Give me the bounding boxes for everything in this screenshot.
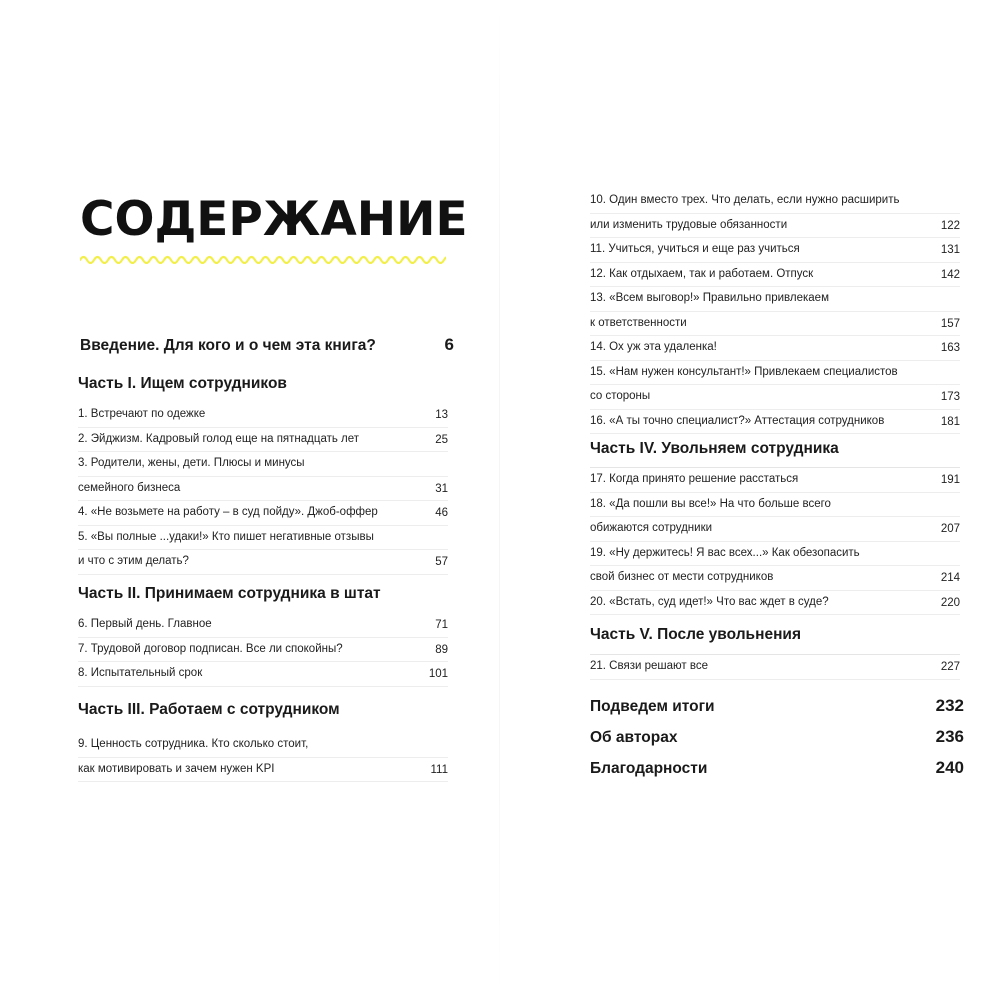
- part-4-title: Часть IV. Увольняем сотрудника: [590, 440, 839, 457]
- toc-entry[interactable]: [590, 189, 960, 238]
- toc-entry-line: 5. «Вы полные ...удаки!» Кто пишет негативные отзывы: [78, 526, 448, 551]
- toc-entry-line: семейного бизнеса: [78, 477, 448, 502]
- toc-entry[interactable]: [590, 410, 960, 435]
- toc-intro[interactable]: [80, 335, 454, 355]
- toc-intro-label: Введение. Для кого и о чем эта книга?: [80, 337, 376, 354]
- toc-entry-page: 122: [940, 219, 960, 232]
- part-3-entries-b: [590, 189, 960, 434]
- toc-entry-page: 163: [940, 342, 960, 354]
- toc-entry[interactable]: [590, 336, 960, 361]
- toc-final-authors[interactable]: [590, 727, 964, 758]
- toc-entry-line: 7. Трудовой договор подписан. Все ли спокойны?: [78, 638, 448, 663]
- toc-entry-line: 9. Ценность сотрудника. Кто сколько стоит,: [78, 733, 448, 758]
- right-page: [500, 0, 1000, 1000]
- toc-entry-line: 17. Когда принято решение расстаться: [590, 468, 960, 493]
- toc-entry[interactable]: [78, 526, 448, 575]
- toc-entry[interactable]: [78, 638, 448, 663]
- toc-final-page: 232: [935, 696, 964, 715]
- toc-entry-page: 181: [940, 415, 960, 428]
- toc-entry-line: 21. Связи решают все: [590, 655, 960, 680]
- toc-entry-line: и что с этим делать?: [78, 550, 448, 575]
- toc-entry-page: 46: [435, 507, 448, 519]
- toc-entry-page: 25: [435, 433, 448, 446]
- toc-final-summary[interactable]: [590, 696, 964, 727]
- toc-entry-page: 71: [435, 619, 448, 631]
- toc-entry[interactable]: [78, 452, 448, 501]
- part-5-entries: [590, 654, 960, 680]
- part-1-title: Часть I. Ищем сотрудников: [78, 375, 287, 392]
- toc-entry[interactable]: [590, 591, 960, 616]
- toc-entry-page: 57: [435, 556, 448, 568]
- toc-intro-page: 6: [444, 335, 454, 354]
- toc-entry-line: 3. Родители, жены, дети. Плюсы и минусы: [78, 452, 448, 477]
- toc-entry[interactable]: [590, 493, 960, 542]
- toc-entry-line: со стороны: [590, 385, 960, 410]
- page-title: СОДЕРЖАНИЕ: [80, 192, 468, 247]
- toc-entry-page: 111: [430, 763, 448, 776]
- toc-entry-line: 12. Как отдыхаем, так и работаем. Отпуск: [590, 263, 960, 288]
- toc-entry-line: к ответственности: [590, 312, 960, 337]
- toc-entry-page: 101: [428, 668, 448, 680]
- toc-entry-page: 173: [940, 391, 960, 403]
- toc-entry-line: 4. «Не возьмете на работу – в суд пойду». Джоб-оффер: [78, 501, 448, 526]
- toc-entry-page: 191: [940, 474, 960, 486]
- toc-final-thanks[interactable]: [590, 758, 964, 789]
- toc-entry-page: 31: [435, 482, 448, 495]
- toc-entry-page: 131: [940, 244, 960, 256]
- part-4-entries: [590, 467, 960, 615]
- toc-entry-line: 10. Один вместо трех. Что делать, если нужно расширить: [590, 189, 960, 214]
- toc-entry[interactable]: [78, 428, 448, 453]
- toc-final-label: Подведем итоги: [590, 698, 715, 715]
- toc-entry-line: 20. «Встать, суд идет!» Что вас ждет в суде?: [590, 591, 960, 616]
- part-2-title: Часть II. Принимаем сотрудника в штат: [78, 585, 381, 602]
- part-1-entries: [78, 403, 448, 575]
- toc-entry-line: 2. Эйджизм. Кадровый голод еще на пятнадцать лет: [78, 428, 448, 453]
- toc-entry-line: свой бизнес от мести сотрудников: [590, 566, 960, 591]
- toc-entry[interactable]: [78, 662, 448, 687]
- toc-entry-page: 13: [435, 409, 448, 421]
- toc-final-label: Благодарности: [590, 760, 708, 777]
- toc-entry-page: 157: [940, 317, 960, 330]
- toc-entry-line: 15. «Нам нужен консультант!» Привлекаем специалистов: [590, 361, 960, 386]
- toc-entry-page: 220: [940, 596, 960, 609]
- toc-entry[interactable]: [590, 655, 960, 680]
- toc-entry-line: 11. Учиться, учиться и еще раз учиться: [590, 238, 960, 263]
- toc-entry-line: 19. «Ну держитесь! Я вас всех...» Как обезопасить: [590, 542, 960, 567]
- toc-entry-line: обижаются сотрудники: [590, 517, 960, 542]
- toc-entry-line: 8. Испытательный срок: [78, 662, 448, 687]
- toc-entry-line: или изменить трудовые обязанности: [590, 214, 960, 239]
- toc-entry-line: 18. «Да пошли вы все!» На что больше всего: [590, 493, 960, 518]
- toc-entry-page: 227: [940, 661, 960, 673]
- toc-entry[interactable]: [590, 263, 960, 288]
- toc-final-page: 236: [935, 727, 964, 746]
- part-3-title: Часть III. Работаем с сотрудником: [78, 701, 340, 718]
- toc-entry-line: 13. «Всем выговор!» Правильно привлекаем: [590, 287, 960, 312]
- toc-entry[interactable]: [590, 542, 960, 591]
- toc-entry[interactable]: [78, 613, 448, 638]
- toc-entry-line: 16. «А ты точно специалист?» Аттестация сотрудников: [590, 410, 960, 435]
- toc-final-page: 240: [935, 758, 964, 777]
- toc-entry[interactable]: [590, 468, 960, 493]
- toc-entry-line: как мотивировать и зачем нужен KPI: [78, 758, 448, 783]
- toc-entry[interactable]: [590, 238, 960, 263]
- toc-entry-page: 142: [940, 268, 960, 281]
- toc-entry-page: 207: [940, 523, 960, 535]
- title-underline-wave: [80, 250, 446, 270]
- toc-entry[interactable]: [78, 403, 448, 428]
- toc-entry[interactable]: [78, 501, 448, 526]
- toc-entry-page: 89: [435, 643, 448, 656]
- toc-entry[interactable]: [590, 287, 960, 336]
- part-3-entries-a: [78, 733, 448, 782]
- toc-entry[interactable]: [78, 733, 448, 782]
- toc-entry-page: 214: [940, 572, 960, 584]
- part-5-title: Часть V. После увольнения: [590, 626, 801, 643]
- toc-final-label: Об авторах: [590, 729, 678, 746]
- toc-entry-line: 14. Ох уж эта удаленка!: [590, 336, 960, 361]
- toc-entry-line: 1. Встречают по одежке: [78, 403, 448, 428]
- part-2-entries: [78, 613, 448, 687]
- toc-entry[interactable]: [590, 361, 960, 410]
- toc-entry-line: 6. Первый день. Главное: [78, 613, 448, 638]
